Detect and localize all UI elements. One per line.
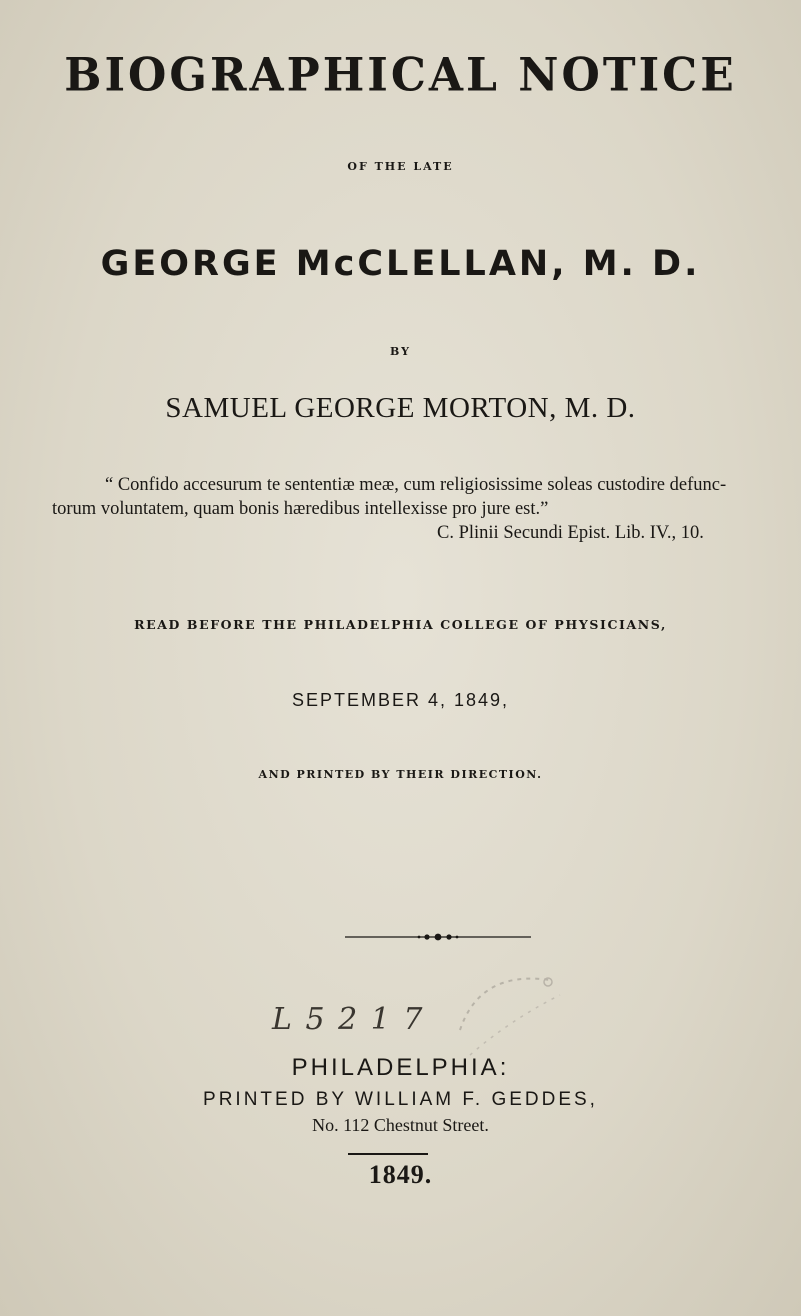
imprint-city: PHILADELPHIA: [291, 1054, 510, 1081]
ornamental-rule-icon [345, 932, 531, 942]
main-title: BIOGRAPHICAL NOTICE [64, 48, 737, 103]
reading-date: SEPTEMBER 4, 1849, [291, 690, 510, 710]
divider-rule [348, 1153, 428, 1155]
imprint-printer: PRINTED BY WILLIAM F. GEDDES, [203, 1089, 598, 1110]
printed-by-direction-line: AND PRINTED BY THEIR DIRECTION. [258, 768, 543, 781]
epigraph-line-1: “ Confido accesurum te sententiæ meæ, cum religiosissime soleas custodire defunc- [105, 475, 727, 495]
by-label: BY [390, 345, 411, 358]
of-the-late-label: OF THE LATE [347, 160, 454, 173]
imprint-address: No. 112 Chestnut Street. [312, 1115, 489, 1135]
handwritten-shelfmark: L 5 2 1 7 [272, 1002, 425, 1037]
epigraph-citation: C. Plinii Secundi Epist. Lib. IV., 10. [437, 523, 704, 543]
imprint-year: 1849. [368, 1160, 433, 1189]
subject-name: GEORGE McCLELLAN, M. D. [100, 244, 701, 284]
read-before-line: READ BEFORE THE PHILADELPHIA COLLEGE OF PHYSICIANS, [134, 617, 667, 632]
author-name: SAMUEL GEORGE MORTON, M. D. [165, 392, 636, 424]
epigraph-line-2: torum voluntatem, quam bonis hæredibus intellexisse pro jure est.” [52, 499, 549, 519]
epigraph [52, 473, 801, 545]
